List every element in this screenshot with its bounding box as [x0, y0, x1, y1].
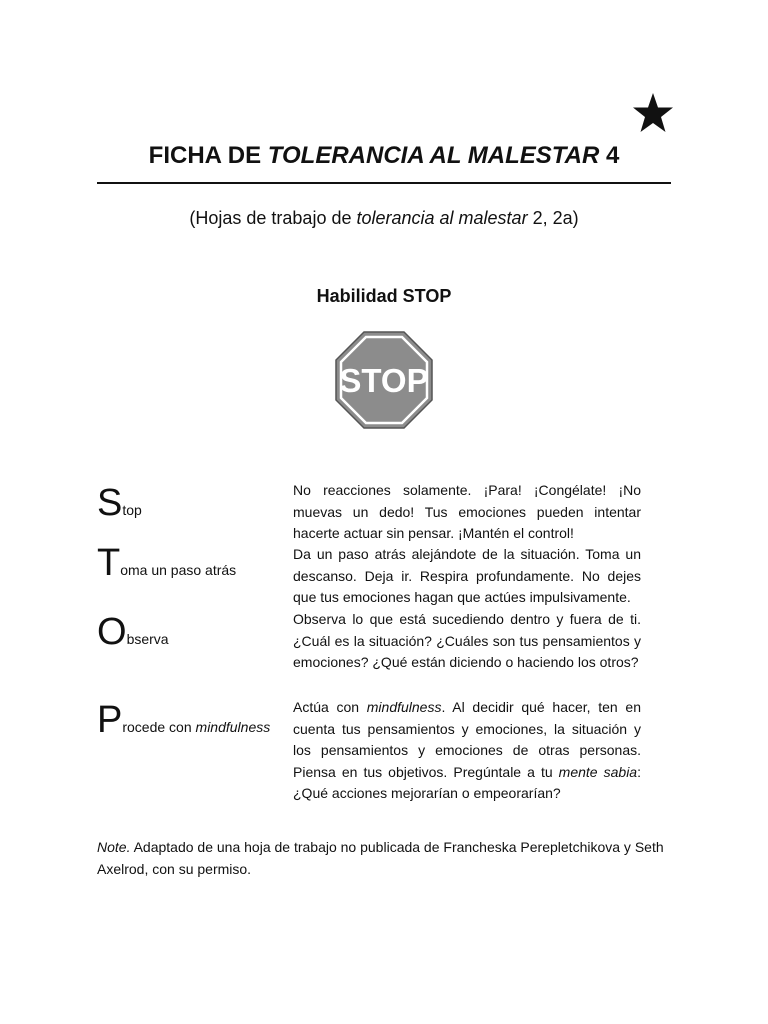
- step-description: Da un paso atrás alejándote de la situación. Toma un descanso. Deja ir. Respira profundamente. No dejes que tus emociones hagan que actúes impulsivamente.: [293, 546, 641, 606]
- title-number: 4: [599, 142, 620, 169]
- step-text-part-italic: mindfulness: [366, 699, 442, 715]
- step-row-p: [97, 697, 645, 807]
- step-row-t: [97, 544, 645, 609]
- subtitle-open: (Hojas de trabajo de: [189, 208, 357, 228]
- page-title: [0, 142, 768, 170]
- subtitle-italic: tolerancia al malestar: [356, 208, 528, 228]
- step-text-part: . Al decidir qué hacer, ten en cuenta tus pensamientos y emociones, la situación y los pensamientos y emociones de otras personas. Piensa en tus objetivos. Pregúntale a tu: [293, 699, 641, 780]
- step-row-o: [97, 609, 645, 697]
- step-label: [97, 697, 293, 807]
- page-subtitle: [0, 208, 768, 229]
- skill-heading: Habilidad STOP: [316, 286, 452, 306]
- title-plain: FICHA DE: [148, 142, 268, 169]
- step-description: No reacciones solamente. ¡Para! ¡Congélate! ¡No muevas un dedo! Tus emociones pueden intentar hacerte actuar sin pensar. ¡Mantén el control!: [293, 482, 641, 542]
- step-letter: P: [97, 699, 123, 741]
- step-label: [97, 480, 293, 544]
- step-rest: rocede con: [122, 719, 196, 735]
- stop-steps-table: [97, 480, 645, 807]
- step-letter: O: [97, 611, 127, 653]
- step-text-part: : ¿Qué acciones mejorarían o empeorarían?: [293, 763, 641, 802]
- step-description: Observa lo que está sucediendo dentro y fuera de ti. ¿Cuál es la situación? ¿Cuáles son tus pensamientos y emociones? ¿Qué están diciendo o haciendo los otros?: [293, 611, 641, 671]
- step-letter: T: [97, 542, 121, 584]
- step-rest: bserva: [126, 631, 169, 647]
- step-text-part: Actúa con: [293, 699, 367, 715]
- step-description: [293, 697, 641, 807]
- step-text-part-italic: mente sabia: [558, 763, 638, 780]
- step-row-s: [97, 480, 645, 544]
- step-label: [97, 544, 293, 609]
- title-italic: TOLERANCIA AL MALESTAR: [267, 142, 600, 169]
- note-label: Note.: [97, 839, 131, 855]
- step-letter: S: [97, 482, 123, 524]
- step-rest: oma un paso atrás: [120, 562, 237, 578]
- title-divider: [97, 182, 671, 184]
- step-label: [97, 609, 293, 697]
- step-rest-italic: mindfulness: [195, 719, 271, 735]
- step-rest: top: [122, 502, 142, 518]
- star-icon: [632, 92, 674, 134]
- subtitle-close: 2, 2a): [527, 208, 579, 228]
- stop-sign-icon: [334, 330, 434, 430]
- note-text: Adaptado de una hoja de trabajo no publicada de Francheska Perepletchikova y Seth Axelrod, con su permiso.: [97, 839, 664, 877]
- source-note: [97, 836, 675, 880]
- stop-sign-text: STOP: [339, 362, 429, 399]
